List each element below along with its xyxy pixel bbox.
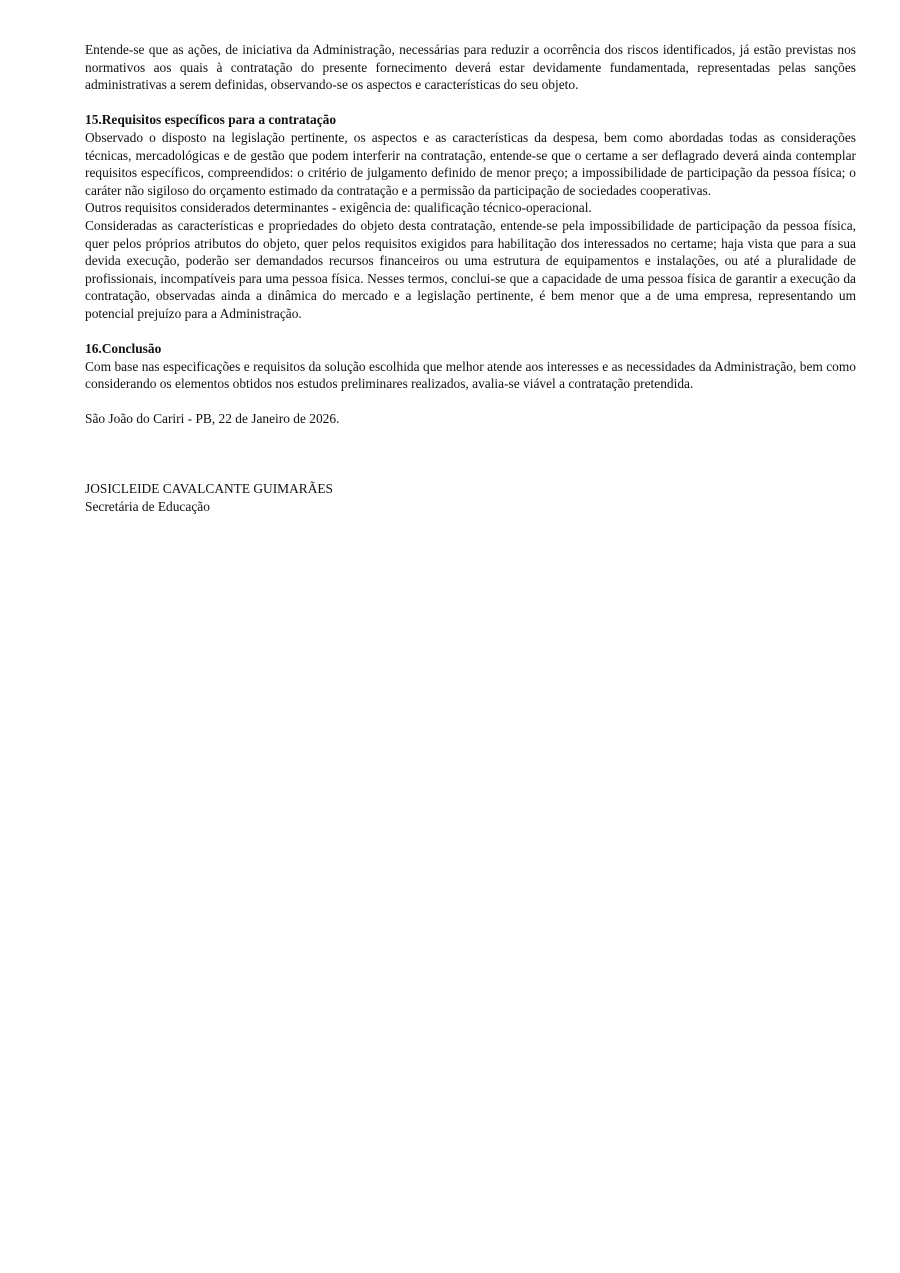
intro-paragraph: Entende-se que as ações, de iniciativa da Administração, necessárias para reduzir a ocorrência dos riscos identificados, já estão previstas nos normativos aos quais à contratação do presente fornecimento deverá estar devidamente fundamentada, representadas pelas sanções administrativas a serem definidas, observando-se os aspectos e características do seu objeto. [85,42,856,93]
spacer [85,393,856,411]
section-15-paragraph-2: Outros requisitos considerados determinantes - exigência de: qualificação técnico-operacional. [85,200,592,216]
section-16-paragraph: Com base nas especificações e requisitos da solução escolhida que melhor atende aos interesses e as necessidades da Administração, bem como considerando os elementos obtidos nos estudos preliminares realizados, avalia-se viável a contratação pretendida. [85,358,856,392]
section-15-paragraph-3: Consideradas as características e propriedades do objeto desta contratação, entende-se pela impossibilidade de participação da pessoa física, quer pelos próprios atributos do objeto, quer pelos requisitos exigidos para habilitação dos interessados no certame; haja vista que para a sua devida execução, poderão ser demandados recursos financeiros ou uma estrutura de equipamentos e instalações, ou até a pluralidade de profissionais, incompatíveis para uma pessoa física. Nesses termos, conclui-se que a capacidade de uma pessoa física de garantir a execução da contratação, observadas ainda a dinâmica do mercado e a legislação pertinente, é bem menor que a de uma empresa, representando um potencial prejuízo para a Administração. [85,217,856,321]
document-page [85,41,856,515]
section-15 [85,111,856,322]
place-date: São João do Cariri - PB, 22 de Janeiro de 2026. [85,411,340,427]
signatory-name: JOSICLEIDE CAVALCANTE GUIMARÃES [85,481,333,497]
signature-block [85,480,856,515]
section-16-heading: 16.Conclusão [85,341,162,357]
signatory-role: Secretária de Educação [85,498,210,514]
section-15-heading: 15.Requisitos específicos para a contratação [85,112,337,128]
spacer [85,323,856,341]
signature-spacer [85,428,856,480]
section-16 [85,340,856,393]
section-15-paragraph-1: Observado o disposto na legislação pertinente, os aspectos e as características da despesa, bem como abordadas todas as considerações técnicas, mercadológicas e de gestão que podem interferir na contratação, entende-se que o certame a ser deflagrado deverá ainda contemplar requisitos específicos, compreendidos: o critério de julgamento definido de menor preço; a impossibilidade de participação da pessoa física; o caráter não sigiloso do orçamento estimado da contratação e a permissão da participação de sociedades cooperativas. [85,129,856,198]
spacer [85,94,856,112]
